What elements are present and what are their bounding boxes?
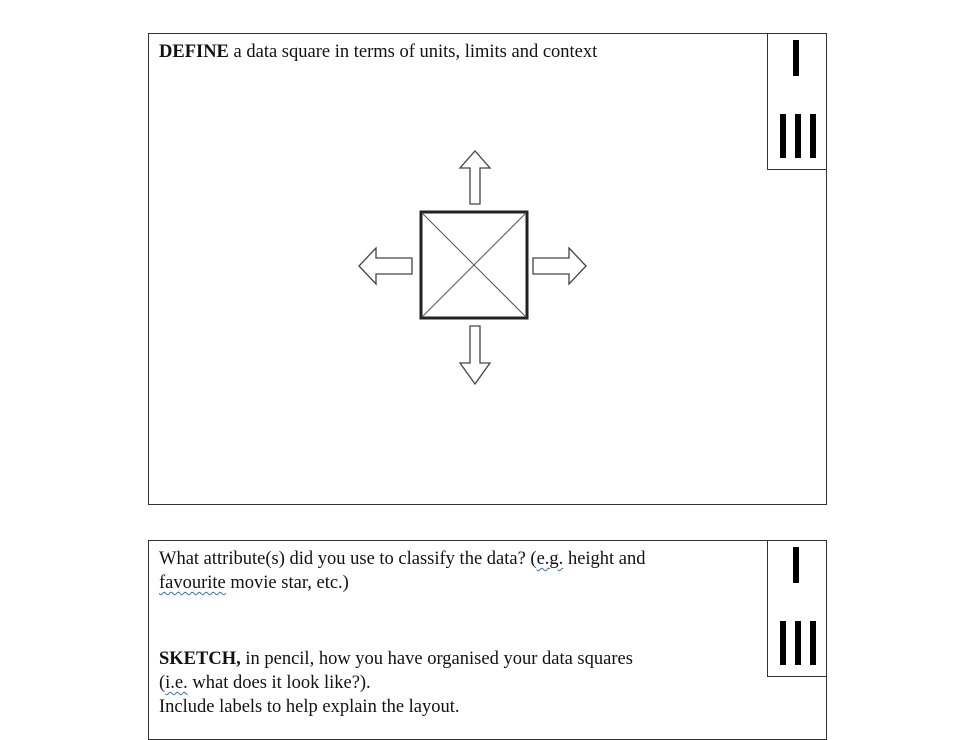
- classify-question-line-1: [159, 547, 646, 571]
- tally-bar-single: [793, 547, 799, 583]
- classify-question-text-2: movie star, etc.): [225, 573, 349, 593]
- define-section: [148, 33, 827, 505]
- arrow-right-icon: [533, 248, 586, 284]
- sketch-instruction-line-2: [159, 671, 371, 695]
- arrow-down-icon: [460, 326, 490, 384]
- crossed-square-icon: [421, 212, 527, 318]
- spellcheck-eg: e.g.: [536, 549, 564, 569]
- arrow-left-icon: [359, 248, 412, 284]
- sketch-instruction-text-2: what does it look like?).: [187, 673, 371, 693]
- tally-bar: [795, 621, 801, 665]
- tally-bar: [780, 621, 786, 665]
- classify-question-text: What attribute(s) did you use to classify the data? (: [159, 549, 537, 569]
- tally-marker: [767, 540, 827, 677]
- sketch-paren: (: [159, 673, 166, 693]
- classify-question-text-end: height and: [563, 549, 646, 569]
- define-instruction-text: a data square in terms of units, limits and context: [228, 42, 598, 62]
- spellcheck-ie: i.e.: [165, 673, 188, 693]
- sketch-keyword: SKETCH,: [159, 649, 241, 669]
- define-keyword: DEFINE: [159, 42, 229, 62]
- data-square-diagram: [149, 34, 826, 504]
- classify-question-line-2: [159, 571, 349, 595]
- classify-section: [148, 540, 827, 740]
- sketch-instruction-text: in pencil, how you have organised your data squares: [240, 649, 633, 669]
- sketch-instruction-line-3: Include labels to help explain the layout.: [159, 697, 460, 717]
- spellcheck-favourite: favourite: [159, 573, 226, 593]
- sketch-instruction-line-1: [159, 647, 633, 671]
- tally-bar: [810, 621, 816, 665]
- arrow-up-icon: [460, 151, 490, 204]
